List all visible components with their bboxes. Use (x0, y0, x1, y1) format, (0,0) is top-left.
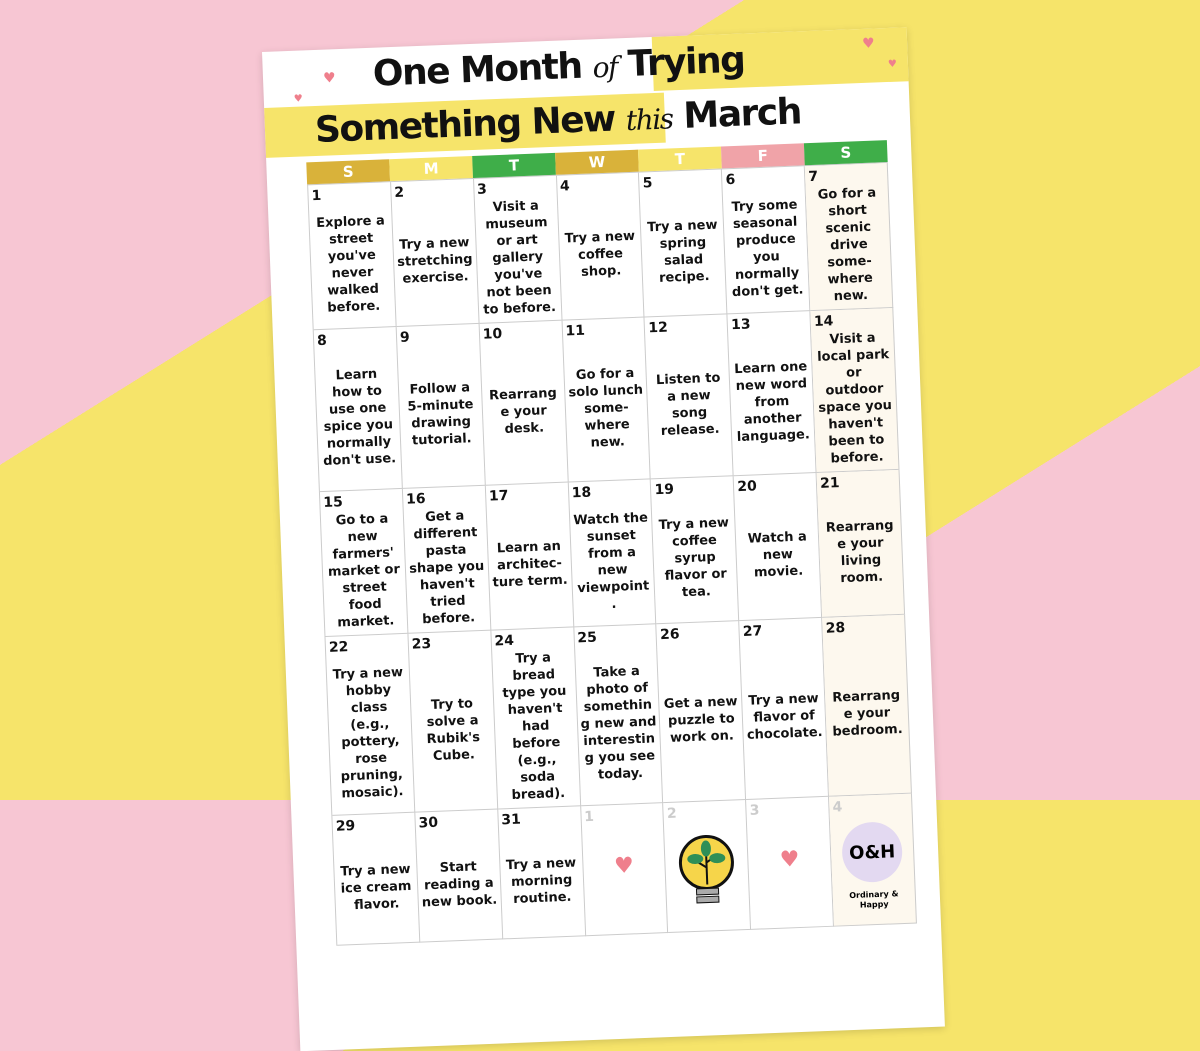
day-number: 24 (494, 632, 515, 650)
heart-icon: ♥ (887, 58, 898, 70)
day-number: 28 (825, 620, 846, 637)
lightbulb-icon (670, 821, 744, 924)
day-cell (408, 631, 498, 813)
day-activity: Go for a short scenic drive some-where new. (817, 185, 877, 305)
day-activity: Rearrange your desk. (488, 385, 558, 437)
brand-logo: O&H (841, 821, 903, 883)
day-cell (491, 627, 581, 809)
day-cell (651, 476, 739, 624)
day-activity: Try a new morning routine. (505, 855, 577, 907)
day-cell (562, 317, 651, 482)
day-cell (308, 182, 396, 330)
day-cell (498, 806, 586, 939)
next-month-cell (664, 800, 752, 933)
day-cell (810, 308, 899, 473)
heart-icon: ♥ (322, 70, 336, 87)
day-cell (403, 486, 491, 634)
next-month-cell (581, 803, 669, 936)
day-number: 12 (648, 319, 669, 337)
day-number: 15 (323, 494, 344, 511)
day-number: 2 (394, 184, 405, 202)
day-cell (391, 179, 479, 327)
weekday-label: T (472, 153, 556, 178)
day-cell (479, 321, 568, 486)
day-activity: Start reading a new book. (421, 858, 498, 910)
day-number: 9 (399, 329, 410, 346)
weekday-label: W (555, 150, 639, 175)
day-cell (397, 324, 486, 489)
day-number: 31 (501, 811, 522, 829)
day-cell (557, 173, 645, 321)
heart-icon: ♥ (613, 853, 635, 880)
day-number: 14 (813, 313, 834, 331)
day-number: 25 (576, 629, 598, 647)
day-activity: Try a bread type you haven't had before (e.g., soda bread). (502, 650, 567, 803)
day-activity: Try a new hobby class (e.g., pottery, rose pruning, mosaic). (332, 664, 404, 801)
day-activity: Learn one new word from another language. (733, 358, 811, 445)
day-activity: Try a new coffee syrup flavor or tea. (658, 515, 730, 601)
day-cell (722, 166, 810, 314)
day-activity: Get a new puzzle to work on. (663, 694, 738, 746)
day-activity: Try some seasonal produce you normally don't get. (731, 197, 804, 300)
day-activity: Rearrange your bedroom. (832, 687, 903, 740)
day-number: 1 (311, 187, 322, 205)
day-activity: Try a new flavor of chocolate. (746, 691, 823, 743)
title-text: March (682, 91, 802, 137)
day-activity: Explore a street you've never walked before. (315, 212, 386, 316)
weekday-label: F (721, 143, 805, 168)
weekday-label: M (389, 156, 473, 181)
heart-icon: ♥ (293, 93, 304, 105)
next-month-cell (746, 797, 834, 930)
heart-icon: ♥ (779, 846, 800, 873)
day-activity: Watch a new movie. (747, 529, 808, 581)
day-activity: Watch the sunset from a new viewpoint. (573, 510, 650, 612)
day-number: 26 (659, 626, 680, 644)
day-cell (568, 479, 656, 627)
weekday-label: T (638, 146, 722, 171)
weekday-label: S (306, 159, 390, 184)
day-activity: Try a new coffee shop. (564, 228, 636, 280)
day-number: 13 (730, 316, 751, 334)
day-cell (574, 624, 664, 806)
day-activity: Try a new ice cream flavor. (340, 861, 412, 913)
title-text: Something New (314, 98, 616, 152)
day-activity: Try a new stretching exercise. (396, 235, 473, 287)
title-script: this (625, 102, 674, 138)
day-number: 30 (418, 814, 439, 832)
day-cell (486, 483, 574, 631)
day-cell (739, 618, 829, 800)
day-number: 20 (737, 478, 758, 496)
day-cell (728, 311, 817, 476)
title-line-1 (372, 38, 745, 100)
day-number: 5 (642, 175, 653, 192)
day-number: 6 (725, 171, 736, 189)
day-cell (474, 176, 562, 324)
day-number: 16 (405, 491, 426, 508)
brand-name: Ordinary & Happy (849, 889, 899, 910)
day-cell (645, 314, 734, 479)
calendar-printable (262, 27, 945, 1051)
day-activity: Learn an architec-ture term. (492, 538, 568, 591)
day-number: 18 (571, 484, 592, 502)
day-activity: Go to a new farmers' market or street food market. (327, 511, 401, 631)
day-activity: Go for a solo lunch some-where new. (568, 365, 644, 451)
heart-icon: ♥ (861, 35, 875, 52)
day-number: 2 (666, 805, 678, 823)
day-cell (805, 163, 893, 311)
day-number: 11 (565, 322, 586, 340)
day-number: 19 (654, 481, 675, 499)
day-cell (734, 473, 822, 621)
day-number: 7 (808, 168, 819, 186)
calendar-grid (306, 140, 917, 946)
day-cell (657, 621, 747, 803)
day-number: 1 (583, 808, 595, 826)
day-number: 3 (749, 802, 760, 819)
day-cell (326, 634, 416, 816)
day-activity: Learn how to use one spice you normally don't use. (322, 366, 397, 469)
day-activity: Visit a local park or outdoor space you haven't been to before. (816, 330, 893, 467)
day-cell (817, 470, 905, 618)
day-cell (332, 813, 420, 946)
day-number: 22 (328, 639, 349, 656)
day-number: 10 (482, 325, 503, 343)
day-number: 29 (335, 817, 356, 835)
day-number: 21 (819, 475, 840, 492)
calendar-cells (307, 162, 917, 946)
day-cell (415, 810, 503, 943)
next-month-cell (829, 794, 917, 927)
day-activity: Visit a museum or art gallery you've not been to before. (483, 198, 557, 318)
day-number: 8 (316, 332, 328, 350)
day-activity: Rearrange your living room. (825, 517, 894, 586)
day-activity: Try to solve a Rubik's Cube. (426, 695, 481, 764)
day-number: 3 (476, 181, 488, 198)
day-activity: Try a new spring salad recipe. (646, 217, 718, 286)
day-cell (320, 489, 408, 637)
day-activity: Take a photo of something new and interesting you see today. (580, 663, 657, 783)
day-number: 4 (559, 178, 571, 195)
day-number: 23 (411, 635, 432, 653)
day-number: 4 (832, 799, 843, 816)
day-number: 27 (742, 623, 763, 640)
day-cell (822, 615, 912, 797)
day-cell (314, 327, 403, 492)
title-text: One Month (372, 45, 583, 95)
day-activity: Listen to a new song release. (655, 370, 721, 439)
day-activity: Get a different pasta shape you haven't tried before. (408, 508, 485, 628)
title-text: Trying (627, 39, 746, 85)
day-activity: Follow a 5-minute drawing tutorial. (407, 380, 474, 449)
weekday-label: S (804, 140, 888, 165)
day-number: 17 (488, 487, 509, 505)
day-cell (639, 169, 727, 317)
title-script: of (591, 50, 618, 85)
